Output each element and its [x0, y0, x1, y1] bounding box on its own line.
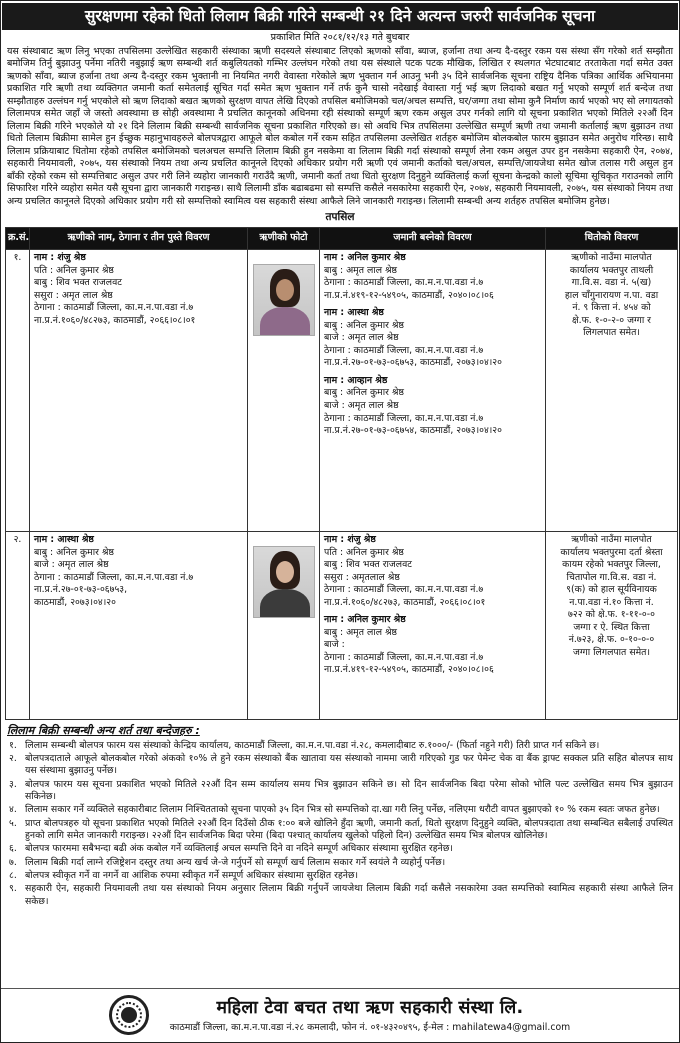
property-details: ऋणीको नाउँमा मालपोत कार्यालय भक्तपुर ताथली गा.वि.स. वडा नं. ५(ख) हाल चाँगुनारायण न.पा. वडा नं. ९ कित्ता नं. ४५४ को क्षे.फ. १-०-२-० जग्गा र लिगलपात समेत। — [546, 250, 678, 532]
list-item: २. बोलपत्रदाताले आफूले बोलकबोल गरेको अंकको १०% ले हुने रकम संस्थाको बैंक खातावा यस संस्थाको नाममा जारी गरिएको गुड फर पेमेन्ट चेक वा बैंक ड्राफ्ट सक्कल प्रति सहित बोलपत्र साथ यस संस्थामा बुझाउनु पर्नेछ। — [9, 752, 673, 777]
borrower-details: नाम : आस्था श्रेष्ठ बाबु : अनिल कुमार श्रेष्ठ बाजे : अमृत लाल श्रेष्ठ ठेगाना : काठमाडौं जिल्ला, का.म.न.पा.वडा नं.७ ना.प्र.नं.२७-०१-७३-०६७५३, काठमाडौं, २०७३।०४।२० — [30, 532, 248, 720]
borrower-details — [30, 250, 248, 532]
list-item: ४. लिलाम सकार गर्ने व्यक्तिले सहकारीबाट लिलाम निश्चितताको सूचना पाएको ३५ दिन भित्र सो सम्पत्तिको दा.खा गरी लिनु पर्नेछ, नलिएमा धरौटी वापत बुझाएको १० % रकम स्वतः जफत हुनेछ। — [9, 804, 660, 816]
row-sn: २. — [6, 532, 30, 720]
org-address: काठमाडौं जिल्ला, का.म.न.पा.वडा नं.२८ कमलादी, फोन नं. ०१-४३२०४९५, ई-मेल : mahilatewa4@gmail.com — [169, 1021, 571, 1033]
borrower-line: ना.प्र.नं.१०६०/४८२७३, काठमाडौं, २०६६।०८।०१ — [34, 314, 196, 326]
col-header-borrower: ऋणीको नाम, ठेगाना र तीन पुस्ते विवरण — [30, 228, 248, 250]
col-header-photo: ऋणीको फोटो — [248, 228, 320, 250]
terms-list — [5, 740, 675, 909]
list-item: ६. बोलपत्र फारममा सबैभन्दा बढी अंक कबोल गर्ने व्यक्तिलाई अचल सम्पत्ति दिने वा नदिने सम्पूर्ण अधिकार संस्थामा सुरक्षित रहनेछ। — [9, 843, 453, 855]
terms-title: लिलाम बिक्री सम्बन्धी अन्य शर्त तथा बन्देजहरु : — [7, 724, 200, 738]
borrower-line: ठेगाना : काठमाडौं जिल्ला, का.म.न.पा.वडा नं.७ — [34, 302, 194, 314]
table-header-row — [6, 228, 678, 250]
guarantor-block: नाम : आस्था श्रेष्ठ बाबु : अनिल कुमार श्रेष्ठ बाजे : अमृत लाल श्रेष्ठ ठेगाना : काठमाडौं जिल्ला, का.म.न.पा.वडा नं.७ ना.प्र.नं.२७-०१-७३-०६७५३, काठमाडौं, २०७३।०४।२० — [324, 307, 502, 369]
list-item: ९. सहकारी ऐन, सहकारी नियमावली तथा यस संस्थाको नियम अनुसार लिलाम बिक्री गर्नुपर्ने जायजेथा लिलाम बिक्री गर्दा कसैले नसकारेमा उक्त सम्पत्तिको स्वामित्व सहकारी संस्था आफैले लिन सकेछ। — [9, 883, 673, 907]
guarantor-block: नाम : आव्हान श्रेष्ठ बाबु : अनिल कुमार श्रेष्ठ बाजे : अमृत लाल श्रेष्ठ ठेगाना : काठमाडौं जिल्ला, का.म.न.पा.वडा नं.७ ना.प्र.नं.२७-०१-७३-०६७५४, काठमाडौं, २०७३।०४।२० — [324, 374, 502, 437]
borrower-photo — [253, 264, 315, 336]
list-item: ८. बोलपत्र स्वीकृत गर्ने वा नगर्ने वा आंशिक रुपमा स्वीकृत गर्ने सम्पूर्ण अधिकार संस्थामा सुरक्षित रहनेछ। — [9, 870, 359, 882]
list-item: ३. बोलपत्र फारम यस सूचना प्रकाशित भएको मितिले २२औं दिन सम्म कार्यालय समय भित्र बुझाउन सकिने छ। सो दिन सार्वजनिक बिदा परेमा सोको भोलि पल्ट उल्लेखित समय भित्र बुझाउन सकिनेछ। — [9, 778, 673, 802]
guarantor-details — [320, 532, 546, 720]
guarantor-block: नाम : अनिल कुमार श्रेष्ठ बाबु : अमृत लाल श्रेष्ठ बाजे : ठेगाना : काठमाडौं जिल्ला, का.म.न.पा.वडा नं.७ ना.प्र.नं.४१९-१२-५४९०५, काठमाडौं, २०४०।०८।०६ — [324, 614, 494, 676]
borrower-photo — [253, 546, 315, 618]
property-details: ऋणीको नाउँमा मालपोत कार्यालय भक्तपुरमा दर्ता श्रेस्ता कायम रहेको भक्तपुर जिल्ला, चितापोल गा.वि.स. वडा नं. ९(क) को हाल सूर्यविनायक न.पा.वडा नं.१० कित्ता नं. ७२२ को क्षे.फ. १-११-०-० जग्गा र ऐ. स्थित कित्ता नं.७२३, क्षे.फ. ०-१०-०-० जग्गा लिगलपात समेत। — [546, 532, 678, 720]
publish-date: प्रकाशित मिति २०८१/१२/१३ गते बुधबार — [270, 32, 410, 43]
borrower-line: बाबु : शिव भक्त राजलवट — [34, 277, 122, 289]
col-header-guarantor: जमानी बस्नेको विवरण — [320, 228, 546, 250]
table-row — [6, 532, 678, 720]
borrower-line: ससुरा : अमृत लाल श्रेष्ठ — [34, 289, 113, 301]
table-row — [6, 250, 678, 532]
notice-title: सुरक्षणमा रहेको धितो लिलाम बिक्री गरिने सम्बन्धी २१ दिने अत्यन्त जरुरी सार्वजनिक सूचना — [2, 3, 678, 30]
list-item: १. लिलाम सम्बन्धी बोलपत्र फारम यस संस्थाको केन्द्रिय कार्यालय, काठमाडौं जिल्ला, का.म.न.पा.वडा नं.२८, कमलादीबाट रु.१०००/- (फिर्ता नहुने गरी) तिरी प्राप्त गर्न सकिने छ। — [9, 739, 600, 751]
borrower-photo-cell — [248, 532, 320, 720]
borrower-line: नाम : शंजु श्रेष्ठ — [34, 252, 86, 264]
borrower-line: पति : अनिल कुमार श्रेष्ठ — [34, 264, 114, 276]
footer — [1, 988, 679, 1042]
row-sn: १. — [6, 250, 30, 532]
tapsil-heading: तपसिल — [325, 211, 355, 224]
intro-paragraph: यस संस्थाबाट ऋण लिनु भएका तपसिलमा उल्लेखित सहकारी संस्थाका ऋणी सदस्यले संस्थाबाट लिएको ऋणको साँवा, ब्याज, हर्जाना तथा अन्य दै-दस्तुर रकम यस संस्था सँग गरेको शर्त सम्झौता बमोजिम तिर्नु बुझाउनु पर्नेमा नतिरी नबुझाई ऋण सम्बन्धी शर्त कबुलियतको गम्भिर उल्लंघन गरेको तथा यस संस्थाले पटक पटक मौखिक, लिखित र स्थलगत भेटघाटबाट तरताकेता गर्दा समेत उक्त ऋणको साँवा, ब्याज हर्जाना तथा अन्य दै-दस्तुर रकम भुक्तानी ना नियमित नगरी वेवास्ता गरेकोले ऋण भुक्तान गर्न आउनु भनी ३५ दिने सार्वजनिक सूचना राष्ट्रिय दैनिक पत्रिका आर्थिक अभियानमा प्रकाशित गरि ऋणी तथा व्यक्तिगत जमानी कर्ता समेतलाई सूचित गर्दा समेत ऋण भुक्तान गर्ने तर्फ कुनै चासो नदेखाई वेवास्ता गर्नु भई ऋण लिदाको बखत गर्नु भएको सम्पूर्ण शर्त बन्देज तथा सम्झौताहरु उल्लंघन गर्नु भएकोले सो ऋण लिदाको बखत ऋणको सुरक्षण वापत लेखि दिएको तपसिल बमोजिमको चल/अचल सम्पत्ति, घर/जग्गा तथा सोमा कुनै निर्माण कार्य भएको भए सो लगायतको लिलामपत्र समेत जहाँ जे जस्तो अवस्थामा छ सोही अवस्थामा नै प्रचलित कानूनको अधिनमा रही संस्थाको सम्पूर्ण ऋण रकम असुल उपर गर्नको लागि यो सूचना प्रकाशित भएको मितिले २२औं दिन लिलाम बिक्री गरिने भएकोले यो २१ दिने लिलाम बिक्री सम्बन्धी सार्वजनिक सूचना प्रकाशित गरिएको छ। सो अवधि भित्र तपसिलमा उल्लेखित सम्पूर्ण ऋणी तथा जमानी कर्तालाई ऋण बुझाउन तथा धितो लिलाम बिक्रीमा सामेल हुन ईच्छुक महानुभावहरुले बोलपत्रद्वारा आफूले बोल कबोल गर्ने रकम सहित तपसिलमा उल्लेखित शर्तहरु बमोजिम बोलकबोल फारम बुझाउन समेत अनुरोध गरिन्छ। साथै लिलाम प्रक्रियाबाट धितोमा रहेको तपसिल बमोजिमको चलअचल सम्पत्ति लिलाम बिक्री हुन नसकेमा वा लिलाम बिक्री गर्दा संस्थाको सम्पूर्ण लेना रकम असुल उपर हुन नसकेमा सहकारी ऐन, २०७४, सहकारी नियमावली, २०७५, यस संस्थाको नियम तथा अन्य प्रचलित कानूनले दिएको अधिकार प्रयोग गरी ऋणी एवं जमानी कर्ताको चल/अचल, सम्पत्ति/जायजेथा समेत खोज तलास गरी असुल हुन बाँकी रहेको रकम सो सम्पत्तिबाट असुल उपर गरी लिने व्यहोरा जानकारी गराउँदै ऋणी, जमानी कर्ता तथा धितो सुरक्षण दिनुहुने व्यक्तिलाई कर्जा सूचना केन्द्रको कालो सूचिमा सूचिकृत गराउनको लागि सिफारिश गरिने व्यहोरा समेत यसै सूचना द्वारा जानकारी गराइन्छ। साथै लिलामी डाँक बढाबढमा सो सम्पत्ति कसैले नसकारेमा सहकारी ऐन, २०७४, सहकारी नियमावली, २०७५, यस संस्थाको नियम तथा अन्य प्रचलित कानूनले दिएको अधिकार प्रयोग गरी सो सम्पत्तिको स्वामित्व यस सहकारी संस्था आफैले लिने जानकारी गराइन्छ। लिलामी सम्बन्धी अन्य शर्तहरु तपसिल बमोजिम हुनेछ। — [7, 45, 673, 207]
org-name: महिला टेवा बचत तथा ऋण सहकारी संस्था लि. — [216, 997, 524, 1018]
guarantor-block: नाम : अनिल कुमार श्रेष्ठ बाबु : अमृत लाल श्रेष्ठ ठेगाना : काठमाडौं जिल्ला, का.म.न.पा.वडा नं.७ ना.प्र.नं.४१९-१२-५४९०५, काठमाडौं, २०४०।०८।०६ — [324, 252, 494, 301]
org-logo-icon — [109, 995, 149, 1035]
borrower-photo-cell — [248, 250, 320, 532]
details-table — [5, 227, 678, 720]
guarantor-details — [320, 250, 546, 532]
list-item: ७. लिलाम बिक्री गर्दा लाग्ने रजिष्ट्रेशन दस्तुर तथा अन्य खर्च जे-जे गर्नुपर्ने सो सम्पूर्ण खर्च लिलाम सकार गर्ने स्वयंले नै व्यहोर्नु पर्नेछ। — [9, 856, 446, 868]
guarantor-block: नाम : शंजु श्रेष्ठ पति : अनिल कुमार श्रेष्ठ बाबु : शिव भक्त राजलवट ससुरा : अमृतलाल श्रेष्ठ ठेगाना : काठमाडौं जिल्ला, का.म.न.पा.वडा नं.७ ना.प्र.नं.१०६०/४८२७३, काठमाडौं, २०६६।०८।०१ — [324, 534, 486, 608]
col-header-sn: क्र.सं. — [6, 228, 30, 250]
col-header-property: धितोको विवरण — [546, 228, 678, 250]
list-item: ५. प्राप्त बोलपत्रहरु यो सूचना प्रकाशित भएको मितिले २२औं दिन दिउँसो ठीक १:०० बजे खोलिने हुँदा ऋणी, जमानी कर्ता, धितो सुरक्षण दिनुहुने व्यक्ति, बोलपत्रदाता तथा सम्बन्धित सबैलाई उपस्थित हुनको लागि समेत जानकारी गराइन्छ। २२औं दिन सार्वजनिक बिदा परेमा (बिदा पश्चात् कार्यालय खुलेको पहिलो दिन) उल्लेखित समय भित्र बोलपत्र खोलिनेछ। — [9, 817, 673, 842]
